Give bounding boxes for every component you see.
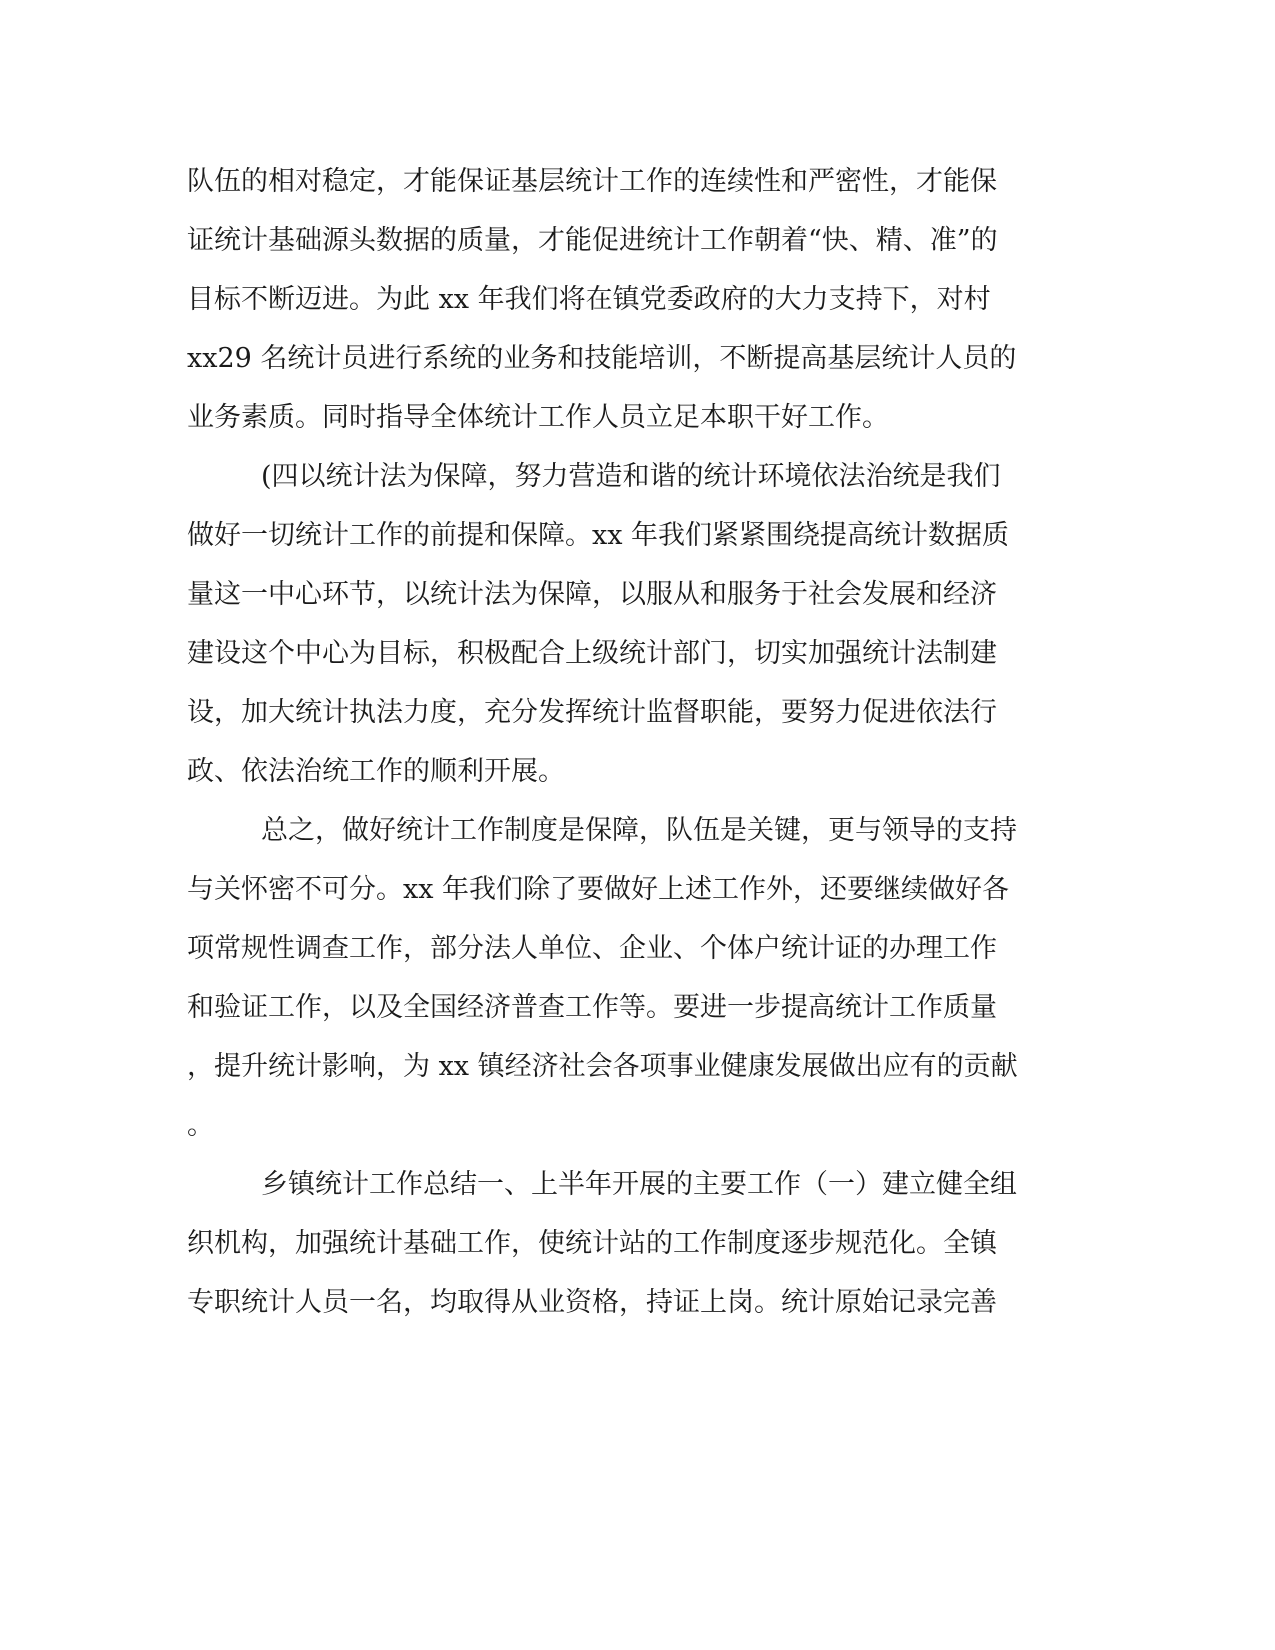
text-line: 专职统计人员一名，均取得从业资格，持证上岗。统计原始记录完善 (187, 1287, 997, 1318)
text-line: 。 (187, 1110, 214, 1141)
text-line: 与关怀密不可分。xx 年我们除了要做好上述工作外，还要继续做好各 (187, 874, 1010, 905)
paragraph-start-line: 乡镇统计工作总结一、上半年开展的主要工作（一）建立健全组 (261, 1169, 1017, 1200)
paragraph-start-line: 总之，做好统计工作制度是保障，队伍是关键，更与领导的支持 (261, 815, 1017, 846)
text-line: 和验证工作，以及全国经济普查工作等。要进一步提高统计工作质量 (187, 992, 997, 1023)
text-line: 设，加大统计执法力度，充分发挥统计监督职能，要努力促进依法行 (187, 697, 997, 728)
text-line: 项常规性调查工作，部分法人单位、企业、个体户统计证的办理工作 (187, 933, 997, 964)
paragraph-start-line: (四以统计法为保障，努力营造和谐的统计环境依法治统是我们 (261, 461, 1001, 492)
text-line: 政、依法治统工作的顺利开展。 (187, 756, 565, 787)
text-line: ，提升统计影响，为 xx 镇经济社会各项事业健康发展做出应有的贡献 (187, 1051, 1018, 1082)
text-line: 做好一切统计工作的前提和保障。xx 年我们紧紧围绕提高统计数据质 (187, 520, 1010, 551)
text-line: 建设这个中心为目标，积极配合上级统计部门，切实加强统计法制建 (187, 638, 997, 669)
text-line: 证统计基础源头数据的质量，才能促进统计工作朝着“快、精、准”的 (187, 225, 998, 256)
text-line: xx29 名统计员进行系统的业务和技能培训，不断提高基层统计人员的 (187, 343, 1017, 374)
text-line: 业务素质。同时指导全体统计工作人员立足本职干好工作。 (187, 402, 889, 433)
text-line: 织机构，加强统计基础工作，使统计站的工作制度逐步规范化。全镇 (187, 1228, 997, 1259)
text-line: 目标不断迈进。为此 xx 年我们将在镇党委政府的大力支持下，对村 (187, 284, 991, 315)
text-line: 量这一中心环节，以统计法为保障，以服从和服务于社会发展和经济 (187, 579, 997, 610)
text-line: 队伍的相对稳定，才能保证基层统计工作的连续性和严密性，才能保 (187, 166, 997, 197)
